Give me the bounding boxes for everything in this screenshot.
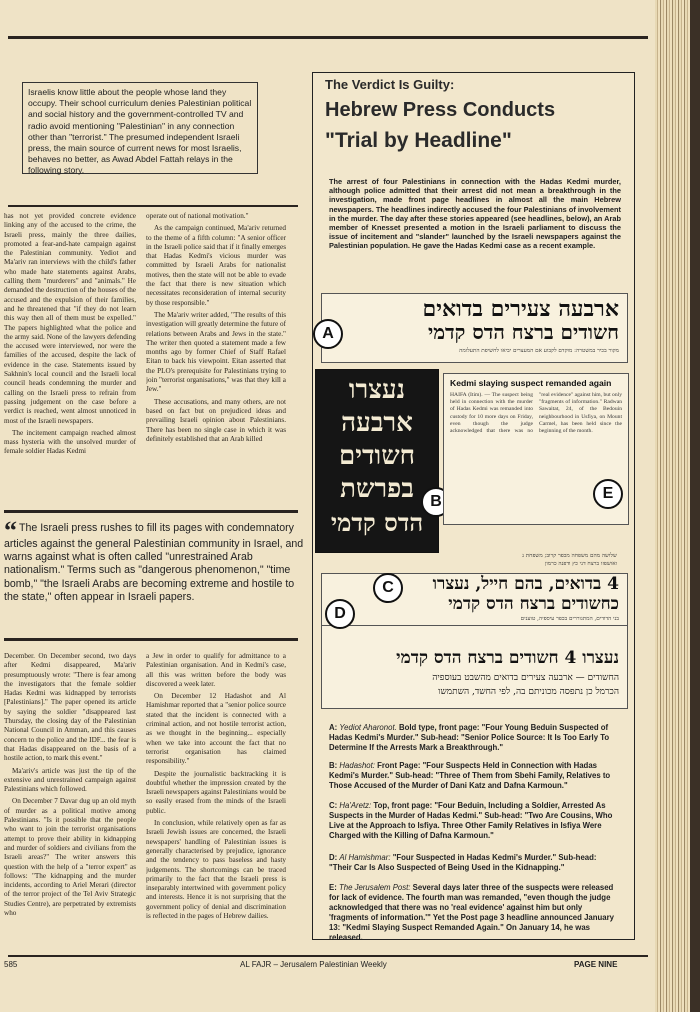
caption-c <box>329 801 621 841</box>
clipping-d <box>321 625 628 709</box>
clip-label-b: B <box>421 487 451 517</box>
caption-text: Several days later three of the suspects were released for lack of evidence. The fourth man was remanded, "even though the judge acknowledged that there was no 'real evidence' against him but only 'fragments of information.'" Yet the Post page 3 headline announced January 13: "Kedmi Slaying Suspect Remanded Again." On January 14, he was released. <box>329 883 614 942</box>
paragraph: In conclusion, while relatively open as far as Israeli Jewish issues are concerned, the Israeli newspapers' handling of Palestinian issues is generally characterised by prejudice, ignorance and the tendency to pass baseless and hasty judgements. The shortcomings can be traced primarily to the fact that the Israeli press is inseparably intertwined with government policy and interests. Hence it is not surprising that the government policy of denial and discrimination is reflected in the pages of Hebrew dailies. <box>146 819 286 921</box>
clip-a-sub: מקור בכיר במשטרה: מוקדם לקבוע אם המעצרים יביאו לחשיפת התעלומה <box>459 348 619 354</box>
intro-box: Israelis know little about the people whose land they occupy. Their school curriculum denies Palestinian political and social history and the government-controlled TV and radio avoid mentioning "Palestinian" in any connection other than "terrorist." The presumed independent Israeli press, the main source of current news for most Israelis, behaves no better, as Awad Abdel Fattah relays in the following story. <box>22 82 258 174</box>
paragraph: has not yet provided concrete evidence linking any of the accused to the crime, the Israeli press, mainly the three dailies, promoted a fear-and-hate campaign against the Palestinian community. Yediot and Ma'ariv ran interviews with the child's father who made hate statements against Arabs, calling them "murderers" and "animals." He demanded the destruction of the houses of the accused and the expulsion of their families, and he threatened that "if they do not learn this way then all of them must be expelled." The papers highlighted what the police and the army said. None of the lawyers defending the accused were interviewed, nor were the families of the accused, despite the lack of evidence in the case. Statements issued by Sakhnin's local council and the Israeli local council heads condemning the murder and calling on the Israeli press to refrain from passing judgement on the case before a verdict is reached, went almost unnoticed in most of the Israeli newspapers. <box>4 212 136 425</box>
footer-publication: AL FAJR – Jerusalem Palestinian Weekly <box>240 960 387 969</box>
clipping-a <box>321 293 628 363</box>
paragraph: The incitement campaign reached almost mass hysteria with the unsolved murder of female soldier Hadas Kedmi <box>4 428 136 456</box>
paragraph: These accusations, and many others, are not based on fact but on prejudiced ideas and prevailing Israeli opinion about Palestinians. There has been no single case in which it was definitely established that an Arab killed <box>146 397 286 443</box>
paragraph: The Ma'ariv writer added, "The results of this investigation will greatly determine the future of relations between Arabs and Jews in the state." The writer then quoted a statement made a few months ago by former Chief of Staff Rafael Eitan to back his viewpoint. Eitan asserted that the PLO's prerequisite for Palestinians trying to join "terrorist organisations," was that they kill a Jew." <box>146 310 286 394</box>
clip-d-sub2: הכרמל כן נתפסה מכוניתם בה, לפי החשד, השתמשו <box>438 687 619 697</box>
caption-text: Front Page: "Four Suspects Held in Connection with Hadas Kedmi's Murder." Sub-head: "Three of Them from Sbehi Family, Relatives to Those Accused of the Murder of Dani Katz and Dafna Karmoun." <box>329 761 611 790</box>
caption-label: E: <box>329 883 337 892</box>
pullquote-rule-top <box>4 510 298 513</box>
clip-c-sub: בני הדודים, המתגוררים בכפר עיספיה, טוענים <box>520 616 619 622</box>
paragraph: Ma'ariv's article was just the tip of the extensive and unrestrained campaign against Palestinians which followed. <box>4 766 136 794</box>
pull-quote-text: The Israeli press rushes to fill its pages with condemnatory articles against the general Palestinian community in Israel, and warns against what is often called "unrestrained Arab nationalism." Terms such as "dangerous phenomenon," "time bomb," "the Israeli Arabs are becoming extreme and hostile to the state," often appear in Israeli papers. <box>4 522 304 603</box>
sidebar-lede: The arrest of four Palestinians in connection with the Hadas Kedmi murder, although police admitted that their arrest did not mean a breakthrough in the investigation, made front page headlines in almost all the main Hebrew newspapers. The headlines indirectly accused the four Palestinians of involvement in the murder. The day after these stories appeared (see headlines, below), an Arab member of Knesset presented a motion in the Israeli parliament to discuss the issue of incitement and "slander" launched by the Israeli newspapers against the Palestinian population. He gave the Hadas Kedmi case as a recent example. <box>329 177 621 251</box>
pullquote-rule-bottom <box>4 638 298 641</box>
caption-source: Hadashot: <box>339 761 375 770</box>
caption-source: Al Hamishmar: <box>339 853 391 862</box>
clipping-c <box>321 573 628 627</box>
clip-label-a: A <box>313 319 343 349</box>
article-column-2 <box>146 212 286 498</box>
clip-b-line: בפרשת <box>340 474 414 504</box>
paragraph: operate out of national motivation." <box>146 212 249 220</box>
book-cover-edge <box>690 0 700 1012</box>
caption-e <box>329 883 621 943</box>
paragraph: On December 12 Hadashot and Al Hamishmar reported that a "senior police source stated that the incident is connected with a criminal action, and not hostile terrorist action, as we thought in the beginning... especially when we take into account the fact that no terrorist organisation has claimed responsibility." <box>146 692 286 766</box>
clip-label-e: E <box>593 479 623 509</box>
caption-text: Bold type, front page: "Four Young Beduin Suspected of Hadas Kedmi's Murder." Sub-head: "Senior Police Source: It Is Too Early To Determine If the Arrests Mark a Breakthrough." <box>329 723 610 752</box>
quote-mark-icon: “ <box>4 516 17 545</box>
footer-page-left: 585 <box>4 960 18 969</box>
clip-b-line: הדס קדמי <box>330 508 424 537</box>
clip-label-d: D <box>325 599 355 629</box>
caption-label: D: <box>329 853 338 862</box>
clip-b-sub-2: ואושפזו ברצח דני כץ ודפנה כרמון <box>544 561 617 567</box>
clip-b-line: ארבעה <box>341 408 413 438</box>
clip-c-line1: 4 בדואים, בהם חייל, נעצרו <box>432 574 619 594</box>
paragraph: a Jew in order to qualify for admittance to a Palestinian organisation. And in Kedmi's case, all this was written before the body was discovered a week later. <box>146 652 286 688</box>
sidebar-kicker: The Verdict Is Guilty: <box>325 77 455 92</box>
sidebar-headline-2: "Trial by Headline" <box>325 129 512 152</box>
clip-c-line2: כחשודים ברצח הדס קדמי <box>448 594 619 614</box>
caption-source: Ha'Aretz: <box>339 801 372 810</box>
sidebar-headline-1: Hebrew Press Conducts <box>325 99 556 121</box>
caption-source: The Jerusalem Post: <box>338 883 411 892</box>
caption-label: A: <box>329 723 338 732</box>
clip-a-line2: חשודים ברצח הדס קדמי <box>427 320 619 344</box>
clip-d-line1: נעצרו 4 חשודים ברצח הדס קדמי <box>396 648 619 668</box>
clip-label-c: C <box>373 573 403 603</box>
pull-quote <box>4 516 304 614</box>
paragraph: December. On December second, two days after Kedmi disappeared, Ma'ariv presumptuously wrote: "There is fear among the investigators that the female soldier Hadas Kedmi was kidnapped by terrorists [Palestinians]." The paper opened its article by saying the soldier "disappeared last Thursday, the closing day of the Palestinian National Council in Amman, and this causes concern to the police and the IDF... the fear is that Hadas disappeared on the basis of a hostile action, to mark this event." <box>4 652 136 763</box>
clip-b-line: נעצרו <box>348 375 406 405</box>
paragraph: Despite the journalistic backtracking it is doubtful whether the impression created by the Israeli newspapers against Palestinians would be so easily erased from the minds of the Israeli public. <box>146 769 286 815</box>
clip-b-line: חשודים <box>339 441 415 471</box>
sidebar-box <box>312 72 635 940</box>
footer-rule <box>8 955 648 957</box>
article-column-1 <box>4 212 136 498</box>
paragraph: On December 7 Davar dug up an old myth of murder as a political motive among Palestinians. "Is it possible that the people who want to join the terrorist organisations attempt to prove their ability in kidnapping and murder of soldiers and civilians from the Israeli areas?" The writer answers this question with the help of a "terror expert" as follows: "The kidnapping and the murder incidents, according to Ariel Merari (director of the terror project of the Tel Aviv Strategic Studies Centre), are perpetrated by extremists who <box>4 797 136 918</box>
page-footer <box>0 958 660 974</box>
top-rule <box>8 36 648 39</box>
clip-e-title: Kedmi slaying suspect remanded again <box>450 378 612 388</box>
article-column-3 <box>4 652 136 950</box>
paragraph: As the campaign continued, Ma'ariv returned to the theme of a fifth column: "A senior officer in the Israeli police said that if it finally emerges that Hadas Kedmi's vicious murder was committed by Israeli Arabs for nationalist motives, then the state will not be able to evade the fact that there is new situation which necessitates reconsideration of internal security by those responsible." <box>146 224 286 307</box>
caption-d <box>329 853 621 873</box>
clipping-b <box>315 369 439 553</box>
caption-source: Yediot Aharonot. <box>339 723 397 732</box>
caption-label: B: <box>329 761 338 770</box>
clip-a-line1: ארבעה צעירים בדואים <box>422 296 619 322</box>
footer-page-number: PAGE NINE <box>574 960 618 969</box>
caption-label: C: <box>329 801 338 810</box>
caption-a <box>329 723 621 753</box>
caption-b <box>329 761 621 791</box>
article-column-4 <box>146 652 286 950</box>
caption-text: "Four Suspected in Hadas Kedmi's Murder." Sub-head: "Their Car Is Also Suspected of Being Used in the Kidnapping." <box>329 853 597 872</box>
clip-b-lines <box>316 374 438 539</box>
clip-b-sub: שלושה מהם משפחה מכפר קרוב; משפחת נ <box>522 553 617 559</box>
caption-text: Top, front page: "Four Beduin, Including a Soldier, Arrested As Suspects in the Murder of Hadas Kedmi." Sub-head: "Two Are Cousins, Who Live at the Approach to Isfiya. Three Other Family Relatives in Isfiya Were Charged with the Killing of Dafna Karmoun." <box>329 801 613 840</box>
clip-e-text: HAIFA (Itim). — The suspect being held in connection with the murder of Hadas Kedmi was remanded into custody for 10 more days on Friday, even though the judge acknowledged that there was no "real evidence" against him, but only "fragments of information." Radwan Sawaitat, 24, of the Bedouin neighbourhood in Usfiya, on Mount Carmel, has been held since the beginning of the month. <box>450 392 622 435</box>
clip-d-sub1: החשודים — ארבעה צעירים בדואים מהשבט בעוספיה <box>432 673 619 683</box>
column-rule-top <box>8 205 298 207</box>
